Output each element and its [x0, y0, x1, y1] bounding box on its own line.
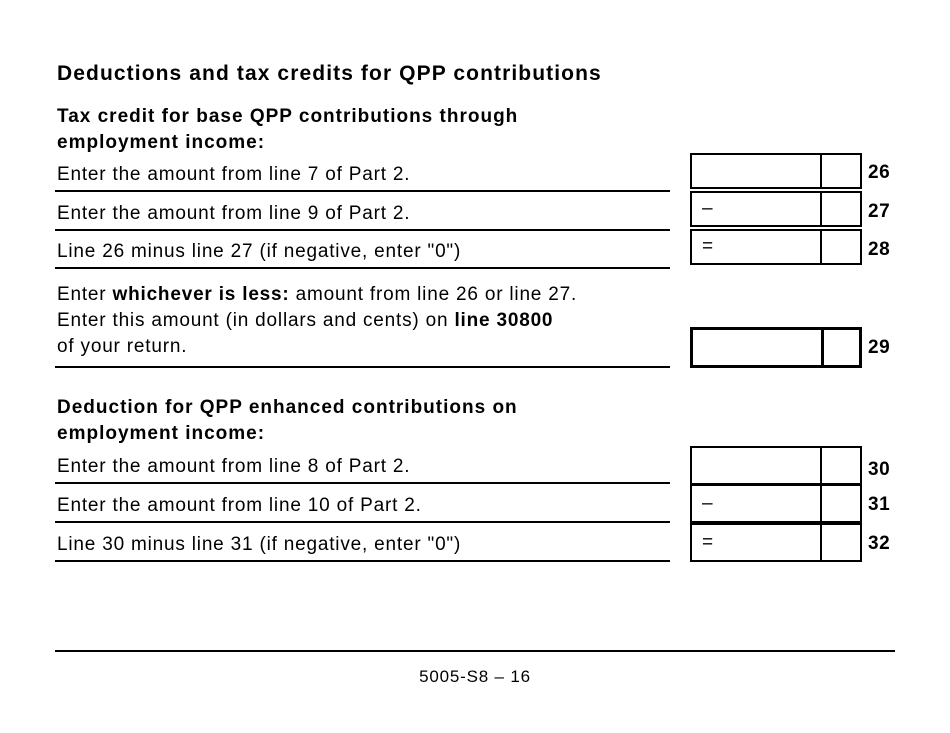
rule — [55, 190, 670, 192]
line-28-input-box[interactable] — [690, 229, 862, 265]
line-28-label: Line 26 minus line 27 (if negative, enter "0") — [57, 241, 462, 262]
line-27-input-box[interactable] — [690, 191, 862, 227]
cents-divider — [820, 525, 822, 560]
rule — [55, 521, 670, 523]
line-30-input-box[interactable] — [690, 446, 862, 485]
line-number-27: 27 — [868, 201, 891, 222]
rule — [55, 267, 670, 269]
line-29-instruction-1: Enter whichever is less: amount from line 26 or line 27. — [57, 284, 578, 305]
cents-divider — [820, 193, 822, 225]
section-heading: Deductions and tax credits for QPP contributions — [57, 62, 602, 85]
page-footer: 5005-S8 – 16 — [419, 667, 531, 686]
section2-title-line2: employment income: — [57, 423, 266, 444]
section2-title-line1: Deduction for QPP enhanced contributions on — [57, 397, 518, 418]
cents-divider — [820, 448, 822, 483]
cents-divider — [821, 330, 824, 365]
line-number-32: 32 — [868, 533, 891, 554]
section1-title-line1: Tax credit for base QPP contributions through — [57, 106, 519, 127]
line-32-label: Line 30 minus line 31 (if negative, enter "0") — [57, 534, 462, 555]
line-29-instruction-2: Enter this amount (in dollars and cents) on line 30800 — [57, 310, 554, 331]
rule — [55, 482, 670, 484]
line-31-input-box[interactable] — [690, 484, 862, 523]
line-number-28: 28 — [868, 239, 891, 260]
line-number-29: 29 — [868, 337, 891, 358]
line-30-label: Enter the amount from line 8 of Part 2. — [57, 456, 411, 477]
line-27-label: Enter the amount from line 9 of Part 2. — [57, 203, 411, 224]
line-29-input-box[interactable] — [690, 327, 862, 368]
equals-operator: = — [702, 236, 714, 257]
minus-operator: – — [702, 198, 713, 219]
cents-divider — [820, 155, 822, 187]
rule — [55, 229, 670, 231]
rule — [55, 366, 670, 368]
line-number-26: 26 — [868, 162, 891, 183]
equals-operator: = — [702, 532, 714, 553]
line-31-label: Enter the amount from line 10 of Part 2. — [57, 495, 422, 516]
line-32-input-box[interactable] — [690, 523, 862, 562]
line-26-label: Enter the amount from line 7 of Part 2. — [57, 164, 411, 185]
rule — [55, 560, 670, 562]
line-number-30: 30 — [868, 459, 891, 480]
cents-divider — [820, 231, 822, 263]
line-29-instruction-3: of your return. — [57, 336, 188, 357]
minus-operator: – — [702, 493, 713, 514]
line-number-31: 31 — [868, 494, 891, 515]
line-26-input-box[interactable] — [690, 153, 862, 189]
cents-divider — [820, 486, 822, 521]
footer-rule — [55, 650, 895, 652]
section1-title-line2: employment income: — [57, 132, 266, 153]
